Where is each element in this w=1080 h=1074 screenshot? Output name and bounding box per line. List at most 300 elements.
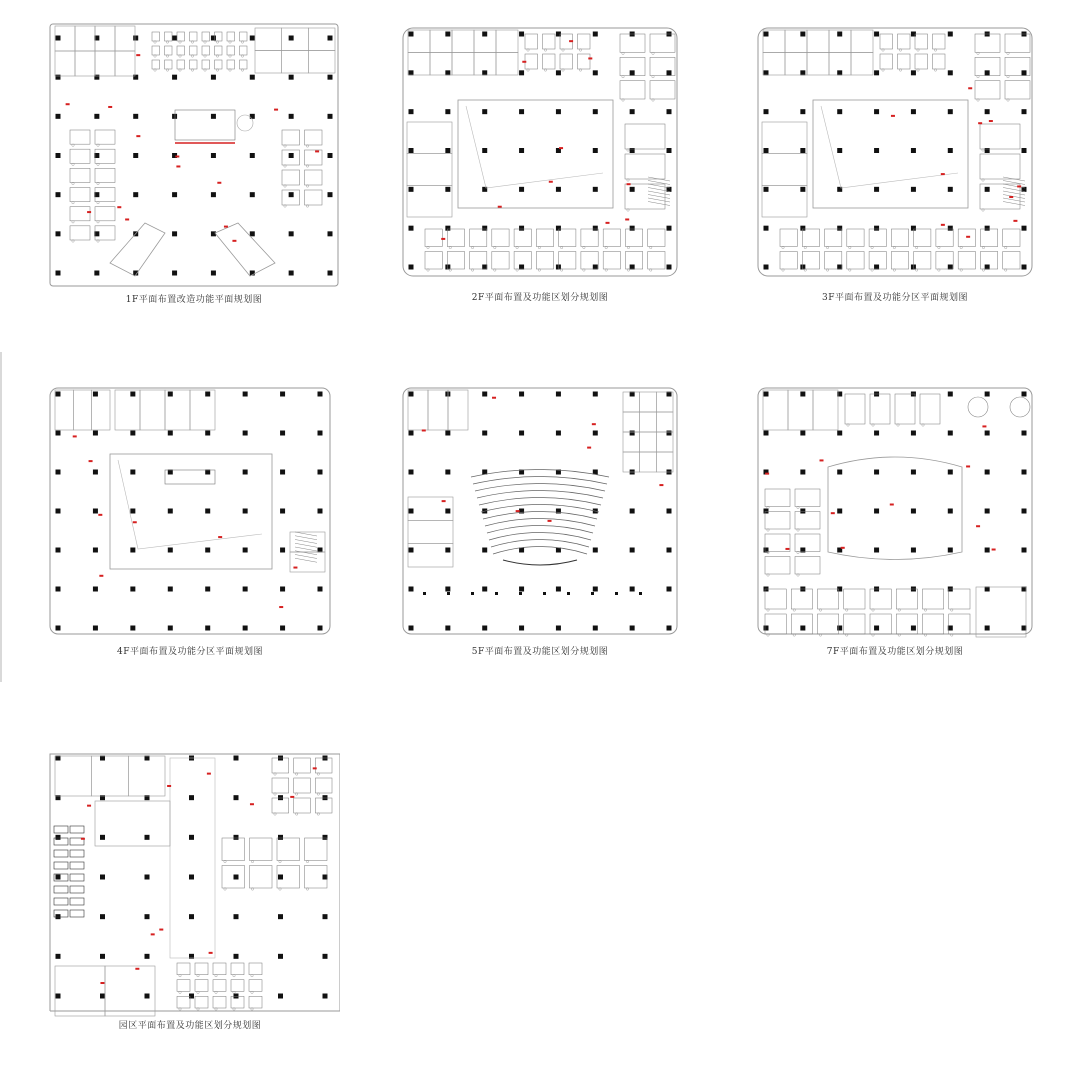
structural-column: [948, 548, 953, 553]
desk-block: [525, 54, 538, 69]
structural-column: [445, 109, 450, 114]
desk-block: [845, 394, 865, 424]
structural-column: [630, 70, 635, 75]
structural-column: [278, 875, 283, 880]
structural-column: [56, 153, 61, 158]
red-annotation: [966, 465, 970, 467]
structural-column: [328, 271, 333, 276]
structural-column: [409, 548, 414, 553]
room-partition: [640, 412, 657, 432]
display-stand: [615, 592, 618, 595]
structural-column: [764, 431, 769, 436]
structural-column: [445, 226, 450, 231]
structural-column: [593, 226, 598, 231]
structural-column: [948, 509, 953, 514]
structural-column: [667, 148, 672, 153]
desk-block: [227, 32, 235, 41]
building-outline: [50, 24, 338, 286]
structural-column: [130, 431, 135, 436]
stair-tread: [295, 547, 317, 551]
stair-tread: [295, 543, 317, 547]
room-partition: [623, 412, 640, 432]
desk-block: [980, 154, 1020, 179]
desk-block: [795, 512, 820, 530]
desk-block: [543, 54, 556, 69]
sofa-unit: [70, 910, 84, 917]
desk-block: [525, 34, 538, 49]
desk-block: [447, 229, 464, 247]
red-annotation: [549, 181, 553, 183]
red-annotation: [559, 147, 563, 149]
structural-column: [445, 431, 450, 436]
stair-tread: [1003, 198, 1025, 202]
plan-caption: 园区平面布置及功能区划分规划图: [118, 1021, 262, 1031]
structural-column: [94, 114, 99, 119]
red-annotation: [274, 109, 278, 111]
room-partition: [407, 154, 452, 186]
structural-column: [874, 187, 879, 192]
structural-column: [482, 431, 487, 436]
auditorium-seat-row: [487, 526, 593, 534]
room-partition: [807, 30, 829, 53]
structural-column: [289, 231, 294, 236]
structural-column: [874, 148, 879, 153]
red-annotation: [1017, 185, 1021, 187]
page-edge-line: [0, 352, 2, 682]
structural-column: [205, 509, 210, 514]
room-partition: [55, 51, 75, 76]
plan-caption: 2F平面布置及功能区划分规划图: [471, 293, 609, 303]
red-annotation: [217, 182, 221, 184]
room-partition: [407, 122, 452, 154]
desk-block: [231, 963, 244, 975]
structural-column: [93, 392, 98, 397]
structural-column: [323, 954, 328, 959]
room-partition: [407, 185, 452, 217]
desk-block: [249, 996, 262, 1008]
structural-column: [234, 994, 239, 999]
structural-column: [556, 70, 561, 75]
structural-column: [56, 231, 61, 236]
red-annotation: [765, 473, 769, 475]
structural-column: [243, 392, 248, 397]
structural-column: [1022, 226, 1027, 231]
structural-column: [278, 994, 283, 999]
structural-column: [205, 392, 210, 397]
structural-column: [56, 470, 61, 475]
structural-column: [874, 109, 879, 114]
structural-column: [250, 36, 255, 41]
structural-column: [409, 187, 414, 192]
desk-block: [240, 60, 248, 69]
structural-column: [948, 470, 953, 475]
structural-column: [211, 153, 216, 158]
red-annotation: [293, 567, 297, 569]
desk-block: [492, 229, 509, 247]
structural-column: [172, 231, 177, 236]
sofa-unit: [70, 850, 84, 857]
room-partition: [408, 520, 453, 543]
structural-column: [911, 431, 916, 436]
structural-column: [519, 431, 524, 436]
desk-block: [1005, 34, 1030, 52]
structural-column: [93, 431, 98, 436]
sofa-unit: [70, 862, 84, 869]
structural-column: [445, 587, 450, 592]
desk-block: [847, 252, 864, 270]
red-annotation: [209, 952, 213, 954]
structural-column: [234, 954, 239, 959]
structural-column: [837, 187, 842, 192]
desk-block: [282, 130, 300, 145]
red-annotation: [978, 122, 982, 124]
desk-block: [177, 980, 190, 992]
red-annotation: [422, 429, 426, 431]
desk-block: [70, 188, 90, 202]
structural-column: [323, 914, 328, 919]
structural-column: [250, 75, 255, 80]
floor-plan-drawing: [748, 382, 1042, 660]
structural-column: [667, 226, 672, 231]
structural-column: [318, 626, 323, 631]
structural-column: [764, 265, 769, 270]
atrium-ramp: [118, 460, 262, 549]
reception-desk: [175, 110, 235, 140]
corridor: [170, 758, 215, 958]
desk-block: [315, 798, 332, 813]
desk-block: [914, 229, 931, 247]
structural-column: [1022, 470, 1027, 475]
desk-block: [543, 34, 556, 49]
structural-column: [985, 626, 990, 631]
red-annotation: [133, 521, 137, 523]
structural-column: [211, 192, 216, 197]
red-annotation: [941, 173, 945, 175]
structural-column: [409, 226, 414, 231]
structural-column: [911, 548, 916, 553]
structural-column: [837, 148, 842, 153]
desk-block: [202, 32, 210, 41]
structural-column: [800, 109, 805, 114]
structural-column: [519, 626, 524, 631]
structural-column: [593, 587, 598, 592]
round-meeting-table: [968, 397, 988, 417]
structural-column: [667, 548, 672, 553]
desk-block: [795, 534, 820, 552]
desk-block: [880, 54, 893, 69]
structural-column: [911, 509, 916, 514]
desk-block: [227, 60, 235, 69]
desk-block: [95, 130, 115, 144]
structural-column: [482, 70, 487, 75]
desk-block: [190, 32, 198, 41]
stair-tread: [295, 551, 317, 555]
room-partition: [190, 390, 215, 430]
stair-tread: [295, 532, 317, 536]
structural-column: [667, 587, 672, 592]
structural-column: [56, 994, 61, 999]
structural-column: [593, 187, 598, 192]
desk-block: [177, 963, 190, 975]
desk-block: [780, 252, 797, 270]
room-partition: [282, 28, 309, 51]
structural-column: [278, 835, 283, 840]
structural-column: [593, 431, 598, 436]
structural-column: [985, 70, 990, 75]
sofa-unit: [70, 826, 84, 833]
room-partition: [851, 53, 873, 76]
room-partition: [762, 122, 807, 154]
floor-plan-drawing: [393, 22, 687, 312]
floor-plan-drawing: [393, 382, 687, 660]
stair-tread: [295, 558, 317, 562]
structural-column: [593, 548, 598, 553]
desk-block: [294, 798, 311, 813]
structural-column: [985, 187, 990, 192]
desk-block: [891, 229, 908, 247]
desk-block: [165, 60, 173, 69]
desk-block: [536, 229, 553, 247]
red-annotation: [98, 514, 102, 516]
structural-column: [133, 192, 138, 197]
structural-column: [482, 109, 487, 114]
floor-plan-7f: [748, 382, 1042, 660]
structural-column: [189, 875, 194, 880]
desk-block: [202, 60, 210, 69]
red-annotation: [442, 500, 446, 502]
desk-block: [795, 557, 820, 575]
room-partition: [496, 30, 518, 53]
structural-column: [93, 626, 98, 631]
desk-block: [791, 589, 812, 609]
room-partition: [428, 390, 448, 430]
red-annotation: [516, 510, 520, 512]
red-annotation: [176, 165, 180, 167]
desk-block: [492, 252, 509, 270]
desk-block: [165, 32, 173, 41]
structural-column: [56, 431, 61, 436]
red-annotation: [441, 238, 445, 240]
floor-plan-site: [40, 746, 340, 1036]
structural-column: [100, 835, 105, 840]
structural-column: [764, 32, 769, 37]
room-partition: [851, 30, 873, 53]
structural-column: [56, 114, 61, 119]
desk-block: [177, 32, 185, 41]
structural-column: [1022, 431, 1027, 436]
desk-block: [920, 394, 940, 424]
structural-column: [93, 548, 98, 553]
room-partition: [448, 390, 468, 430]
room-partition: [115, 390, 140, 430]
sofa-unit: [54, 850, 68, 857]
structural-column: [409, 509, 414, 514]
structural-column: [280, 548, 285, 553]
red-annotation: [569, 40, 573, 42]
structural-column: [1022, 548, 1027, 553]
auditorium-seat-row: [485, 519, 595, 527]
structural-column: [948, 392, 953, 397]
structural-column: [289, 192, 294, 197]
desk-block: [249, 963, 262, 975]
atrium-void: [458, 100, 613, 208]
structural-column: [234, 914, 239, 919]
sofa-unit: [70, 874, 84, 881]
plan-caption: 4F平面布置及功能分区平面规划图: [117, 647, 263, 657]
structural-column: [948, 226, 953, 231]
structural-column: [837, 626, 842, 631]
structural-column: [93, 509, 98, 514]
auditorium-seat-row: [471, 470, 609, 478]
display-stand: [591, 592, 594, 595]
sofa-unit: [54, 862, 68, 869]
structural-column: [667, 626, 672, 631]
room-partition: [762, 154, 807, 186]
desk-block: [231, 980, 244, 992]
structural-column: [56, 36, 61, 41]
desk-block: [215, 60, 223, 69]
structural-column: [234, 756, 239, 761]
desk-block: [240, 46, 248, 55]
desk-block: [765, 589, 786, 609]
structural-column: [328, 75, 333, 80]
structural-column: [556, 109, 561, 114]
desk-block: [578, 34, 591, 49]
structural-column: [445, 187, 450, 192]
sofa-unit: [54, 898, 68, 905]
desk-block: [213, 980, 226, 992]
stair-tread: [648, 202, 670, 206]
red-annotation: [1009, 196, 1013, 198]
display-stand: [567, 592, 570, 595]
structural-column: [243, 509, 248, 514]
structural-column: [985, 470, 990, 475]
display-stand: [447, 592, 450, 595]
structural-column: [234, 875, 239, 880]
sofa-unit: [54, 826, 68, 833]
auditorium-seat-row: [477, 491, 603, 499]
structural-column: [130, 626, 135, 631]
desk-block: [195, 996, 208, 1008]
room-partition: [95, 51, 115, 76]
room-partition: [55, 756, 92, 796]
red-annotation: [232, 240, 236, 242]
structural-column: [593, 109, 598, 114]
structural-column: [630, 509, 635, 514]
structural-column: [328, 114, 333, 119]
atrium-void: [813, 100, 968, 208]
structural-column: [985, 392, 990, 397]
structural-column: [211, 36, 216, 41]
stair-tread: [648, 198, 670, 202]
structural-column: [985, 548, 990, 553]
structural-column: [409, 626, 414, 631]
room-partition: [656, 412, 673, 432]
plan-caption: 7F平面布置及功能区划分规划图: [826, 647, 964, 657]
desk-block: [282, 170, 300, 185]
desk-block: [975, 34, 1000, 52]
structural-column: [630, 626, 635, 631]
structural-column: [56, 509, 61, 514]
structural-column: [667, 70, 672, 75]
display-stand: [519, 592, 522, 595]
room-partition: [640, 432, 657, 452]
desk-block: [240, 32, 248, 41]
red-annotation: [81, 838, 85, 840]
structural-column: [874, 509, 879, 514]
structural-column: [556, 392, 561, 397]
desk-block: [625, 229, 642, 247]
structural-column: [519, 226, 524, 231]
red-annotation: [117, 206, 121, 208]
auditorium-stage: [503, 560, 577, 565]
structural-column: [323, 795, 328, 800]
structural-column: [243, 548, 248, 553]
structural-column: [800, 32, 805, 37]
structural-column: [874, 70, 879, 75]
structural-column: [837, 431, 842, 436]
desk-block: [559, 252, 576, 270]
desk-block: [425, 229, 442, 247]
structural-column: [145, 875, 150, 880]
structural-column: [234, 795, 239, 800]
desk-block: [802, 229, 819, 247]
room-partition: [140, 390, 165, 430]
display-stand: [471, 592, 474, 595]
structural-column: [800, 626, 805, 631]
structural-column: [243, 470, 248, 475]
desk-block: [870, 614, 891, 634]
structural-column: [250, 231, 255, 236]
desk-block: [177, 46, 185, 55]
structural-column: [168, 392, 173, 397]
room-partition: [452, 53, 474, 76]
structural-column: [764, 392, 769, 397]
structural-column: [667, 265, 672, 270]
structural-column: [630, 109, 635, 114]
structural-column: [56, 548, 61, 553]
desk-block: [277, 838, 300, 861]
structural-column: [168, 509, 173, 514]
structural-column: [764, 626, 769, 631]
red-annotation: [890, 503, 894, 505]
red-annotation: [135, 968, 139, 970]
stair-tread: [295, 540, 317, 544]
room-partition: [640, 452, 657, 472]
floor-plan-drawing: [748, 22, 1042, 312]
structural-column: [482, 587, 487, 592]
building-outline: [758, 28, 1032, 276]
desk-block: [923, 614, 944, 634]
structural-column: [764, 70, 769, 75]
red-annotation: [941, 224, 945, 226]
room-partition: [55, 966, 105, 1016]
structural-column: [800, 470, 805, 475]
structural-column: [764, 187, 769, 192]
desk-block: [70, 168, 90, 182]
structural-column: [211, 75, 216, 80]
auditorium-seat-row: [483, 512, 597, 520]
desk-block: [250, 866, 273, 889]
desk-block: [305, 838, 328, 861]
structural-column: [318, 392, 323, 397]
structural-column: [874, 626, 879, 631]
desk-block: [869, 229, 886, 247]
structural-column: [800, 509, 805, 514]
desk-block: [272, 798, 289, 813]
desk-block: [650, 81, 675, 99]
room-partition: [496, 53, 518, 76]
